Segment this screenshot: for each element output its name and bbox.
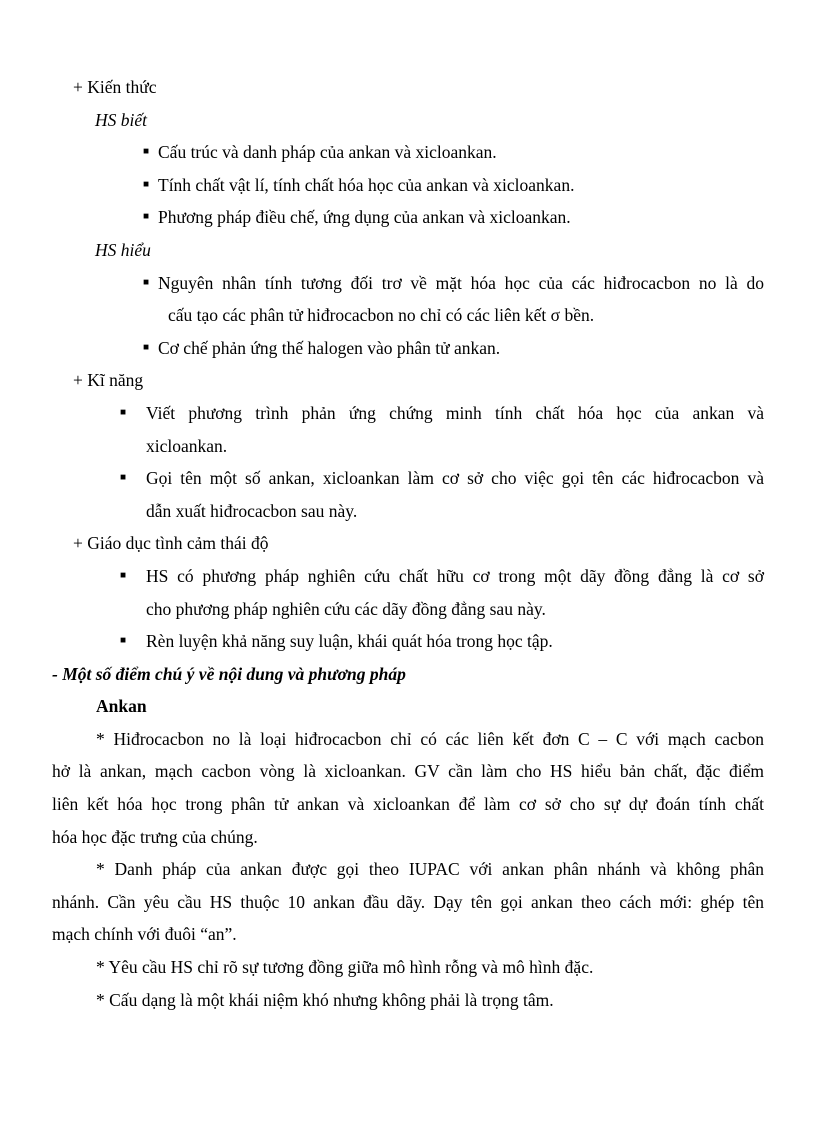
paragraph-line: liên kết hóa học trong phân tử ankan và xicloankan để làm cơ sở cho sự dự đoán tính chất: [52, 794, 764, 815]
list-item-text: Rèn luyện khả năng suy luận, khái quát hóa trong học tập.: [146, 631, 553, 652]
list-item: [120, 462, 764, 495]
attitude-heading: + Giáo dục tình cảm thái độ: [73, 533, 269, 554]
list-item-continuation: cấu tạo các phân tử hiđrocacbon no chỉ có các liên kết σ bền.: [168, 305, 595, 326]
list-item-text: HS có phương pháp nghiên cứu chất hữu cơ trong một dãy đồng đẳng là cơ sở: [146, 565, 764, 586]
bullet-icon: ■: [120, 472, 127, 484]
bullet-icon: ■: [143, 276, 150, 288]
list-item-text: Tính chất vật lí, tính chất hóa học của ankan và xicloankan.: [158, 174, 575, 195]
paragraph-line: * Danh pháp của ankan được gọi theo IUPAC với ankan phân nhánh và không phân: [96, 859, 764, 880]
bullet-icon: ■: [143, 146, 150, 158]
list-item-text: Viết phương trình phản ứng chứng minh tính chất hóa học của ankan và: [146, 402, 764, 423]
notes-heading: - Một số điểm chú ý về nội dung và phương pháp: [52, 663, 406, 684]
notes-subheading: Ankan: [96, 696, 147, 717]
list-item: [143, 332, 816, 365]
paragraph-line: hở là ankan, mạch cacbon vòng là xicloankan. GV cần làm cho HS hiểu bản chất, đặc điểm: [52, 761, 764, 782]
paragraph-line: * Yêu cầu HS chỉ rõ sự tương đồng giữa mô hình rỗng và mô hình đặc.: [96, 957, 594, 978]
paragraph-line: hóa học đặc trưng của chúng.: [52, 826, 258, 847]
know-label: HS biết: [95, 109, 148, 130]
paragraph-line: * Hiđrocacbon no là loại hiđrocacbon chỉ có các liên kết đơn C – C với mạch cacbon: [96, 728, 764, 749]
list-item-continuation: cho phương pháp nghiên cứu các dãy đồng đẳng sau này.: [146, 598, 546, 619]
list-item-text: Phương pháp điều chế, ứng dụng của ankan và xicloankan.: [158, 207, 571, 228]
paragraph-line: mạch chính với đuôi “an”.: [52, 924, 237, 945]
understand-label: HS hiểu: [95, 239, 151, 260]
bullet-icon: ■: [143, 178, 150, 190]
list-item: [120, 397, 764, 430]
list-item-text: Nguyên nhân tính tương đối trơ về mặt hóa học của các hiđrocacbon no là do: [158, 272, 764, 293]
bullet-icon: ■: [143, 211, 150, 223]
paragraph-line: * Cấu dạng là một khái niệm khó nhưng không phải là trọng tâm.: [96, 989, 554, 1010]
list-item-continuation: dẫn xuất hiđrocacbon sau này.: [146, 500, 358, 521]
bullet-icon: ■: [120, 569, 127, 581]
document-page: [0, 71, 816, 1016]
list-item-text: Cấu trúc và danh pháp của ankan và xicloankan.: [158, 142, 497, 163]
knowledge-heading: + Kiến thức: [73, 77, 157, 97]
list-item: [120, 560, 764, 593]
list-item: [143, 169, 816, 202]
list-item: [143, 201, 816, 234]
list-item: [143, 136, 816, 169]
list-item-text: Cơ chế phản ứng thế halogen vào phân tử ankan.: [158, 337, 501, 358]
list-item-text: Gọi tên một số ankan, xicloankan làm cơ sở cho việc gọi tên các hiđrocacbon và: [146, 468, 764, 489]
list-item: [120, 625, 816, 658]
list-item-continuation: xicloankan.: [146, 435, 228, 456]
skills-heading: + Kĩ năng: [73, 370, 144, 391]
paragraph-line: nhánh. Cần yêu cầu HS thuộc 10 ankan đầu dãy. Dạy tên gọi ankan theo cách mới: ghép tên: [52, 891, 764, 912]
bullet-icon: ■: [120, 406, 127, 418]
list-item: [143, 267, 764, 300]
bullet-icon: ■: [143, 341, 150, 353]
bullet-icon: ■: [120, 635, 127, 647]
